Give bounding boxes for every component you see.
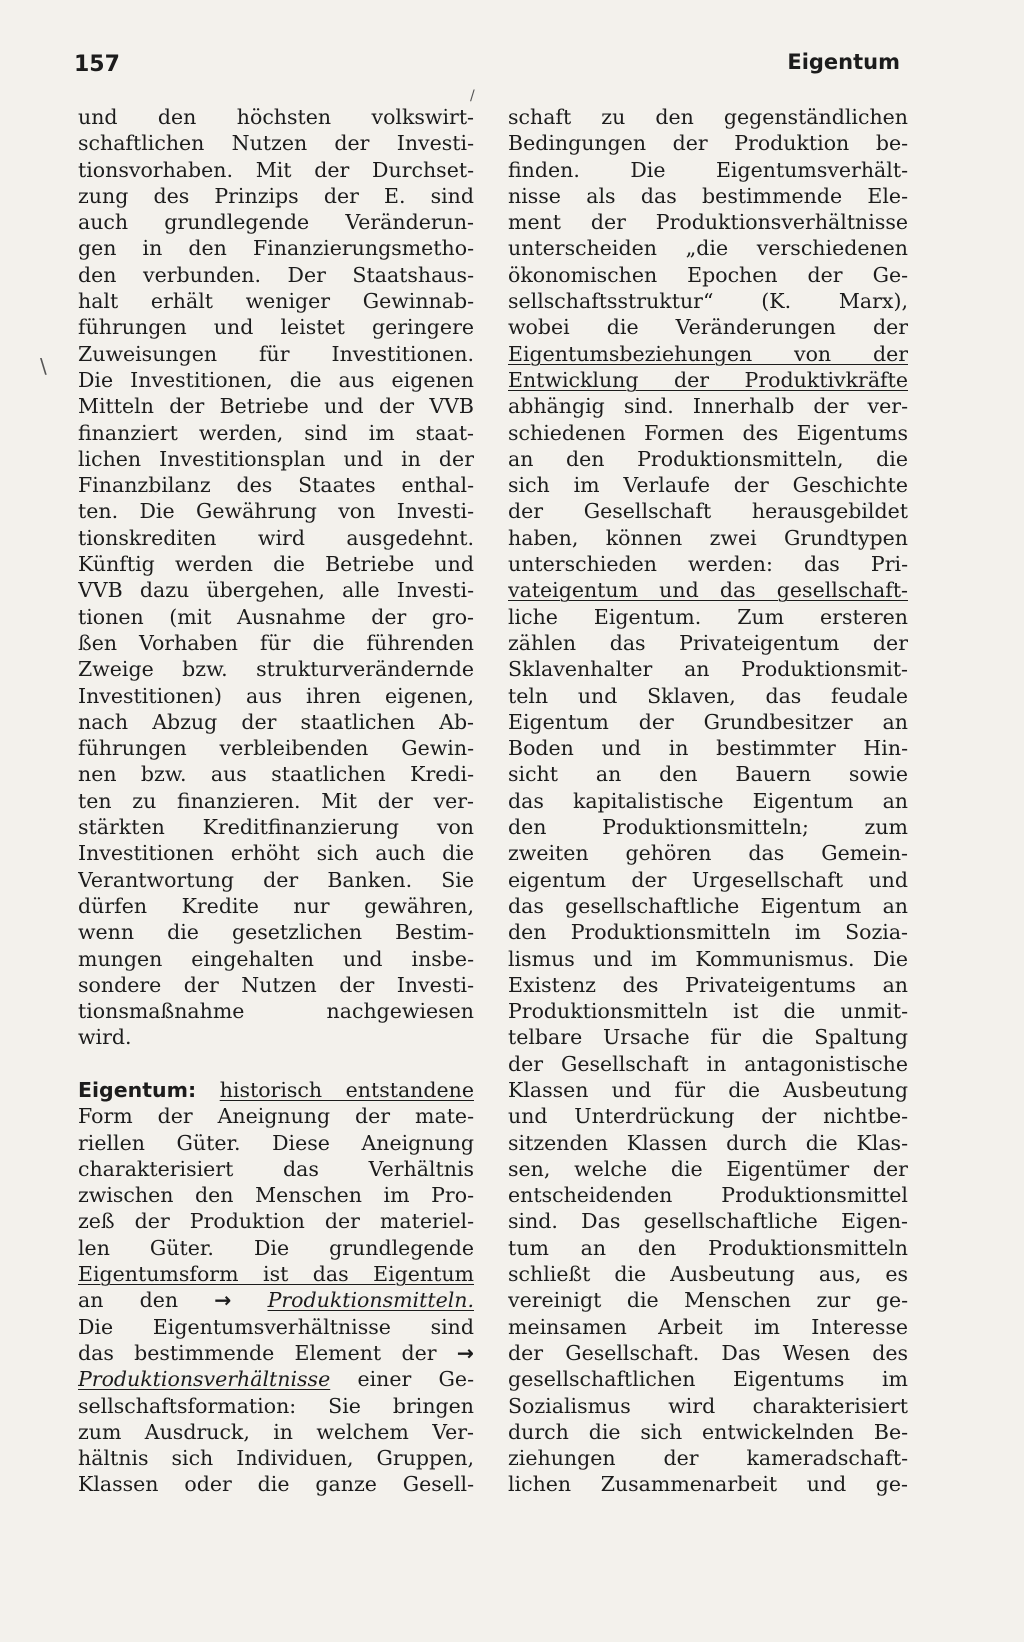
text-line: entscheidenden Produktionsmittel [508, 1183, 908, 1208]
margin-mark: / [470, 88, 475, 104]
text-line: der Gesellschaft herausgebildet [508, 499, 908, 524]
text-line: führungen verbleibenden Gewin- [78, 736, 474, 761]
text-line: Form der Aneignung der mate- [78, 1104, 474, 1129]
text-line: zählen das Privateigentum der [508, 630, 908, 655]
text-line: den verbunden. Der Staatshaus- [78, 262, 474, 287]
text-line: zung des Prinzips der E. sind [78, 183, 474, 208]
text-line: nisse als das bestimmende Ele- [508, 183, 908, 208]
text-line: vateigentum und das gesellschaft- [508, 578, 908, 603]
text-line: unterscheiden „die verschiedenen [508, 236, 908, 261]
running-title: Eigentum [787, 50, 900, 74]
text-line: durch die sich entwickelnden Be- [508, 1419, 908, 1444]
text-line: finden. Die Eigentumsverhält- [508, 157, 908, 182]
text-line: wobei die Veränderungen der [508, 315, 908, 340]
text-line: halt erhält weniger Gewinnab- [78, 289, 474, 314]
text-line: Klassen und für die Ausbeutung [508, 1077, 908, 1102]
text-line: abhängig sind. Innerhalb der ver- [508, 394, 908, 419]
page-number: 157 [74, 52, 120, 77]
text-line: nen bzw. aus staatlichen Kredi- [78, 762, 474, 787]
text-line: und Unterdrückung der nichtbe- [508, 1104, 908, 1129]
text-line: Künftig werden die Betriebe und [78, 552, 474, 577]
text-line: stärkten Kreditfinanzierung von [78, 815, 474, 840]
margin-mark: \ [40, 354, 47, 378]
text-line: charakterisiert das Verhältnis [78, 1156, 474, 1181]
text-line: Zweige bzw. strukturverändernde [78, 657, 474, 682]
text-line: Produktionsmitteln ist die unmit- [508, 999, 908, 1024]
text-line: ziehungen der kameradschaft- [508, 1446, 908, 1471]
right-column [508, 104, 908, 1498]
text-line: den Produktionsmitteln; zum [508, 815, 908, 840]
text-line: haben, können zwei Grundtypen [508, 525, 908, 550]
text-line: teln und Sklaven, das feudale [508, 683, 908, 708]
text-line: der Gesellschaft in antagonistische [508, 1051, 908, 1076]
text-line: Sozialismus wird charakterisiert [508, 1393, 908, 1418]
text-line: len Güter. Die grundlegende [78, 1235, 474, 1260]
text-line: ten zu finanzieren. Mit der ver- [78, 788, 474, 813]
text-line [78, 1340, 474, 1366]
text-segment: an den [78, 1288, 179, 1313]
text-line [78, 1077, 474, 1103]
text-line: der Gesellschaft. Das Wesen des [508, 1340, 908, 1365]
text-line: ment der Produktionsverhältnisse [508, 210, 908, 235]
paragraph-gap [78, 1051, 474, 1077]
text-line: sen, welche die Eigentümer der [508, 1156, 908, 1181]
text-line: und den höchsten volkswirt- [78, 105, 474, 129]
text-line: den Produktionsmitteln im Sozia- [508, 920, 908, 945]
dictionary-entry-eigentum [78, 1077, 474, 1498]
text-line: VVB dazu übergehen, alle Investi- [78, 578, 474, 603]
text-line: das kapitalistische Eigentum an [508, 788, 908, 813]
text-line: Bedingungen der Produktion be- [508, 131, 908, 156]
text-line: Boden und in bestimmter Hin- [508, 736, 908, 761]
text-line: Investitionen) aus ihren eigenen, [78, 683, 474, 708]
text-line: liche Eigentum. Zum ersteren [508, 604, 908, 629]
text-line: führungen und leistet geringere [78, 315, 474, 340]
text-line: zweiten gehören das Gemein- [508, 841, 908, 866]
text-line: das gesellschaftliche Eigentum an [508, 893, 908, 918]
text-line: zum Ausdruck, in welchem Ver- [78, 1419, 474, 1444]
text-line: tionskrediten wird ausgedehnt. [78, 525, 474, 550]
text-line: gen in den Finanzierungsmetho- [78, 236, 474, 261]
text-line: Eigentumsbeziehungen von der [508, 341, 908, 366]
text-line: Entwicklung der Produktivkräfte [508, 367, 908, 392]
cross-reference-arrow-icon: → [456, 1340, 474, 1365]
text-line: finanziert werden, sind im staat- [78, 420, 474, 445]
text-line: nach Abzug der staatlichen Ab- [78, 709, 474, 734]
text-line: unterschieden werden: das Pri- [508, 552, 908, 577]
text-line: tionsmaßnahme nachgewiesen [78, 999, 474, 1024]
text-line: schaft zu den gegenständlichen [508, 105, 908, 129]
text-segment: das bestimmende Element der [78, 1340, 437, 1365]
text-line: sich im Verlaufe der Geschichte [508, 473, 908, 498]
text-line: Zuweisungen für Investitionen. [78, 341, 474, 366]
text-line: tum an den Produktionsmitteln [508, 1235, 908, 1260]
text-line: Die Investitionen, die aus eigenen [78, 367, 474, 392]
text-line: wird. [78, 1025, 132, 1050]
cross-reference-link[interactable]: Produktionsmitteln. [267, 1288, 474, 1313]
text-line: sellschaftsformation: Sie bringen [78, 1393, 474, 1418]
text-line: lichen Zusammenarbeit und ge- [508, 1472, 908, 1497]
text-line: ökonomischen Epochen der Ge- [508, 262, 908, 287]
left-column [78, 104, 474, 1498]
cross-reference-arrow-icon: → [214, 1288, 232, 1313]
text-line: Investitionen erhöht sich auch die [78, 841, 474, 866]
text-line [78, 1366, 474, 1392]
text-line: zwischen den Menschen im Pro- [78, 1183, 474, 1208]
text-line: schiedenen Formen des Eigentums [508, 420, 908, 445]
entry-headword: Eigentum: [78, 1077, 197, 1102]
text-line: meinsamen Arbeit im Interesse [508, 1314, 908, 1339]
cross-reference-link[interactable]: Produktionsverhältnisse [78, 1367, 331, 1392]
text-line: Finanzbilanz des Staates enthal- [78, 473, 474, 498]
text-line: lichen Investitionsplan und in der [78, 446, 474, 471]
text-line: zeß der Produktion der materiel- [78, 1209, 474, 1234]
text-line: sellschaftsstruktur“ (K. Marx), [508, 289, 908, 314]
text-line: tionen (mit Ausnahme der gro- [78, 604, 474, 629]
text-line: Existenz des Privateigentums an [508, 972, 908, 997]
text-line: Die Eigentumsverhältnisse sind [78, 1314, 474, 1339]
text-line: wenn die gesetzlichen Bestim- [78, 920, 474, 945]
text-line: Sklavenhalter an Produktionsmit- [508, 657, 908, 682]
text-line: sitzenden Klassen durch die Klas- [508, 1130, 908, 1155]
text-line: schließt die Ausbeutung aus, es [508, 1262, 908, 1287]
text-line: vereinigt die Menschen zur ge- [508, 1288, 908, 1313]
text-line: schaftlichen Nutzen der Investi- [78, 131, 474, 156]
text-line: lismus und im Kommunismus. Die [508, 946, 908, 971]
text-line: dürfen Kredite nur gewähren, [78, 893, 474, 918]
text-line: hältnis sich Individuen, Gruppen, [78, 1446, 474, 1471]
text-line: Mitteln der Betriebe und der VVB [78, 394, 474, 419]
text-line: Eigentum der Grundbesitzer an [508, 709, 908, 734]
text-line: tionsvorhaben. Mit der Durchset- [78, 157, 474, 182]
text-line: mungen eingehalten und insbe- [78, 946, 474, 971]
text-line: Verantwortung der Banken. Sie [78, 867, 474, 892]
text-line: sicht an den Bauern sowie [508, 762, 908, 787]
left-body-text [78, 104, 474, 1051]
text-line: ten. Die Gewährung von Investi- [78, 499, 474, 524]
text-line: sind. Das gesellschaftliche Eigen- [508, 1209, 908, 1234]
text-line: Klassen oder die ganze Gesell- [78, 1472, 474, 1497]
text-line: eigentum der Urgesellschaft und [508, 867, 908, 892]
text-line [78, 1287, 474, 1313]
text-line: an den Produktionsmitteln, die [508, 446, 908, 471]
text-line: riellen Güter. Diese Aneignung [78, 1130, 474, 1155]
text-segment: historisch entstandene [219, 1077, 474, 1102]
text-line: gesellschaftlichen Eigentums im [508, 1367, 908, 1392]
text-line: sondere der Nutzen der Investi- [78, 972, 474, 997]
text-line: telbare Ursache für die Spaltung [508, 1025, 908, 1050]
text-segment: einer Ge- [357, 1367, 474, 1392]
text-line: auch grundlegende Veränderun- [78, 210, 474, 235]
text-line: ßen Vorhaben für die führenden [78, 630, 474, 655]
text-line: Eigentumsform ist das Eigentum [78, 1262, 474, 1287]
